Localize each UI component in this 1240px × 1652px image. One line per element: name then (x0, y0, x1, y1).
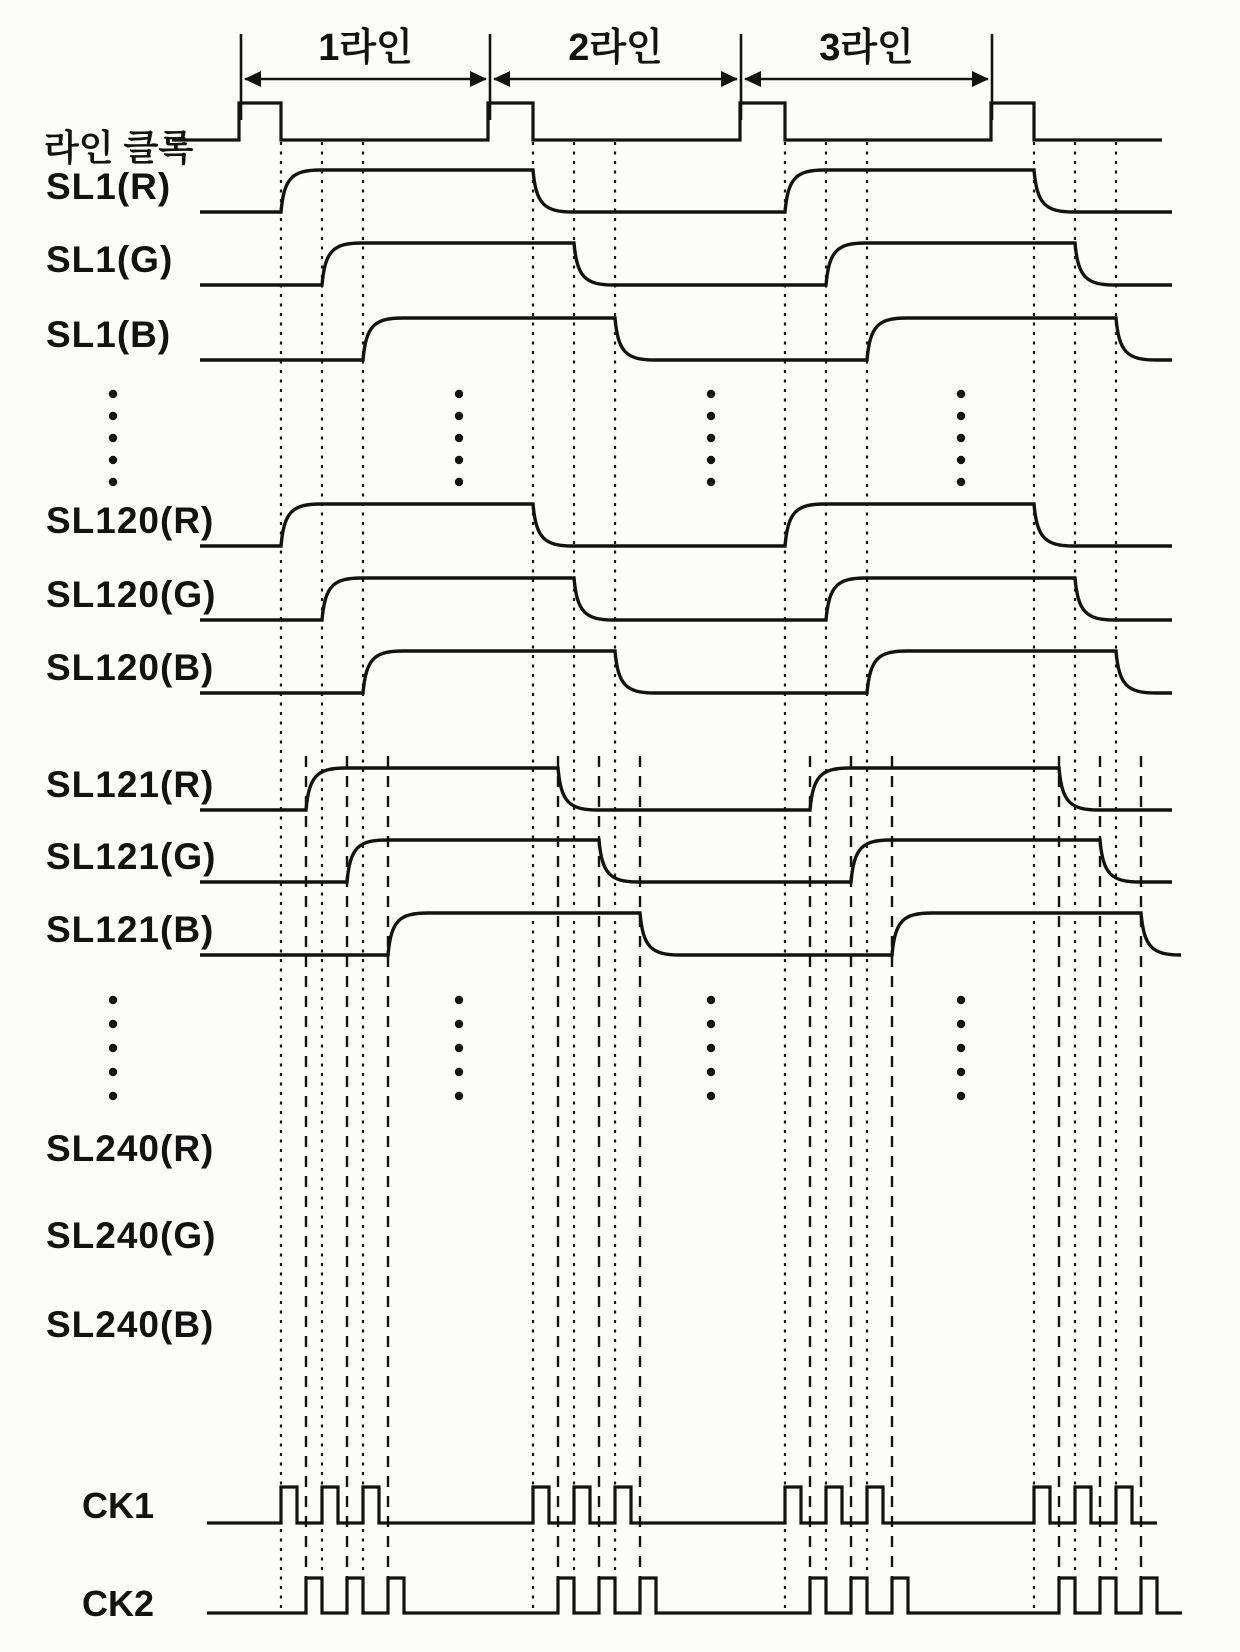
signal-label: SL240(B) (46, 1304, 215, 1345)
arrowhead-left-icon (244, 71, 261, 87)
vertical-ellipsis-icon (455, 456, 463, 464)
vertical-ellipsis-icon (707, 412, 715, 420)
CK1-trace (207, 1487, 1157, 1523)
vertical-ellipsis-icon (109, 1068, 117, 1076)
line-clock-label: 라인 클록 (44, 127, 194, 168)
signal-trace-SL1(R) (200, 170, 1172, 212)
line-clock-trace (172, 103, 1162, 140)
vertical-ellipsis-icon (957, 996, 965, 1004)
vertical-ellipsis-icon (109, 1044, 117, 1052)
section-label: 1라인 (318, 27, 413, 69)
vertical-ellipsis-icon (455, 1068, 463, 1076)
vertical-ellipsis-icon (109, 390, 117, 398)
vertical-ellipsis-icon (957, 434, 965, 442)
section-label: 3라인 (819, 27, 914, 69)
signal-label: SL120(G) (46, 574, 217, 615)
arrowhead-left-icon (493, 71, 510, 87)
CK2-trace (207, 1578, 1182, 1613)
vertical-ellipsis-icon (957, 478, 965, 486)
signal-label: SL240(G) (46, 1215, 217, 1256)
arrowhead-right-icon (470, 71, 487, 87)
vertical-ellipsis-icon (455, 390, 463, 398)
signal-trace-SL120(B) (200, 651, 1172, 693)
CK2-label: CK2 (82, 1583, 155, 1624)
vertical-ellipsis-icon (109, 1092, 117, 1100)
vertical-ellipsis-icon (455, 996, 463, 1004)
CK1-label: CK1 (82, 1485, 155, 1526)
vertical-ellipsis-icon (707, 996, 715, 1004)
signal-trace-SL120(G) (200, 578, 1172, 620)
vertical-ellipsis-icon (455, 412, 463, 420)
vertical-ellipsis-icon (455, 1020, 463, 1028)
vertical-ellipsis-icon (957, 1068, 965, 1076)
signal-trace-SL1(G) (200, 243, 1172, 285)
vertical-ellipsis-icon (707, 434, 715, 442)
signal-label: SL121(B) (46, 909, 215, 950)
vertical-ellipsis-icon (109, 412, 117, 420)
signal-label: SL120(B) (46, 647, 215, 688)
signal-label: SL1(R) (46, 166, 172, 207)
vertical-ellipsis-icon (455, 434, 463, 442)
vertical-ellipsis-icon (957, 1044, 965, 1052)
vertical-ellipsis-icon (957, 412, 965, 420)
vertical-ellipsis-icon (109, 478, 117, 486)
arrowhead-left-icon (744, 71, 761, 87)
vertical-ellipsis-icon (707, 1068, 715, 1076)
signal-trace-SL1(B) (200, 318, 1172, 360)
arrowhead-right-icon (721, 71, 738, 87)
vertical-ellipsis-icon (109, 996, 117, 1004)
vertical-ellipsis-icon (707, 1044, 715, 1052)
signal-label: SL240(R) (46, 1128, 215, 1169)
vertical-ellipsis-icon (957, 1092, 965, 1100)
vertical-ellipsis-icon (455, 1092, 463, 1100)
signal-label: SL120(R) (46, 500, 215, 541)
vertical-ellipsis-icon (957, 1020, 965, 1028)
vertical-ellipsis-icon (707, 1020, 715, 1028)
vertical-ellipsis-icon (707, 478, 715, 486)
signal-trace-SL120(R) (200, 504, 1172, 546)
vertical-ellipsis-icon (455, 478, 463, 486)
vertical-ellipsis-icon (109, 1020, 117, 1028)
arrowhead-right-icon (972, 71, 989, 87)
vertical-ellipsis-icon (109, 456, 117, 464)
vertical-ellipsis-icon (957, 456, 965, 464)
vertical-ellipsis-icon (957, 390, 965, 398)
vertical-ellipsis-icon (109, 434, 117, 442)
vertical-ellipsis-icon (707, 456, 715, 464)
section-label: 2라인 (568, 27, 663, 69)
signal-label: SL1(G) (46, 239, 174, 280)
signal-label: SL121(R) (46, 764, 215, 805)
vertical-ellipsis-icon (707, 390, 715, 398)
signal-label: SL121(G) (46, 836, 217, 877)
vertical-ellipsis-icon (455, 1044, 463, 1052)
signal-label: SL1(B) (46, 314, 172, 355)
vertical-ellipsis-icon (707, 1092, 715, 1100)
